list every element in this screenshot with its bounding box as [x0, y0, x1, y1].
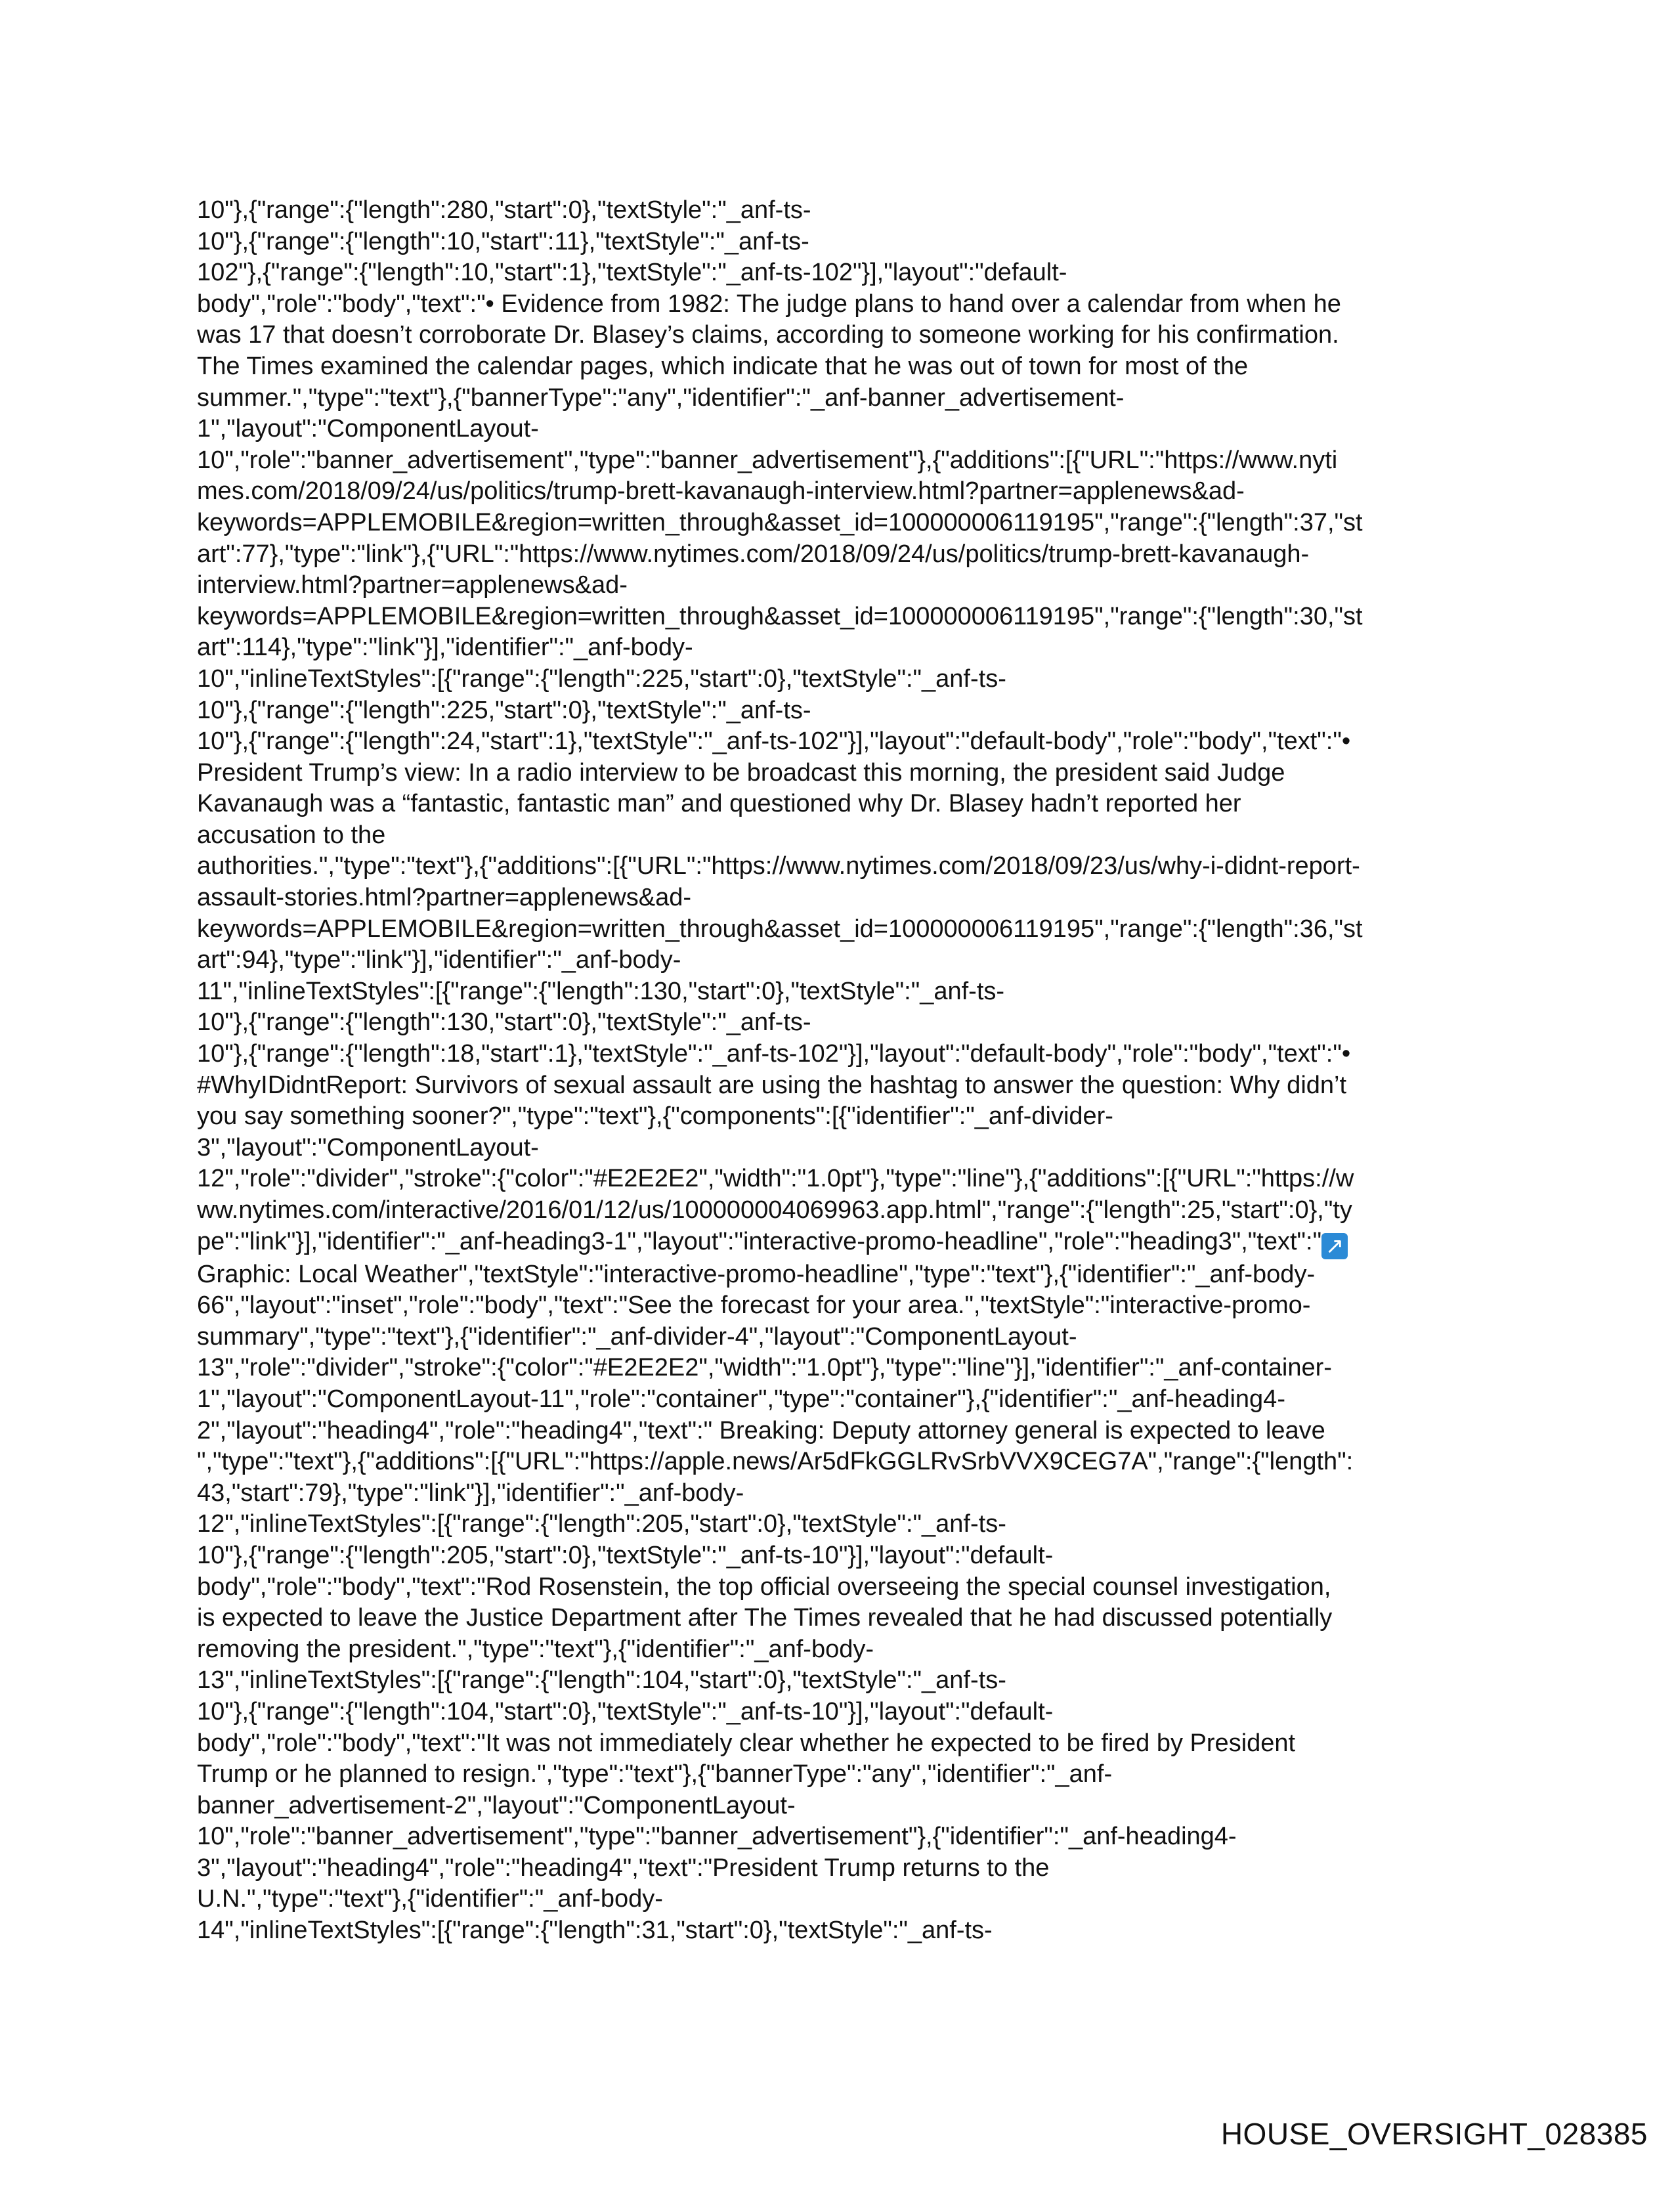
text-line: keywords=APPLEMOBILE&region=written_through&asset_id=100000006119195","range":{"length":37,"st	[197, 508, 1363, 536]
text-line-with-emoji	[197, 1226, 1484, 1259]
text-line: you say something sooner?","type":"text"},{"components":[{"identifier":"_anf-divider-	[197, 1102, 1113, 1131]
text-line: 102"},{"range":{"length":10,"start":1},"textStyle":"_anf-ts-102"}],"layout":"default-	[197, 259, 1067, 287]
text-line: 10","inlineTextStyles":[{"range":{"length":225,"start":0},"textStyle":"_anf-ts-	[197, 664, 1006, 693]
text-line: body","role":"body","text":"• Evidence from 1982: The judge plans to hand over a calendar from when he	[197, 290, 1341, 318]
arrow-up-right-icon: ↗	[1321, 1233, 1348, 1259]
text-line: art":114},"type":"link"}],"identifier":"_anf-body-	[197, 634, 693, 662]
text-line: keywords=APPLEMOBILE&region=written_through&asset_id=100000006119195","range":{"length":30,"st	[197, 602, 1363, 630]
text-line: Trump or he planned to resign.","type":"text"},{"bannerType":"any","identifier":"_anf-	[197, 1760, 1113, 1789]
text-line: summer.","type":"text"},{"bannerType":"any","identifier":"_anf-banner_advertisement-	[197, 383, 1125, 412]
text-line: 10"},{"range":{"length":10,"start":11},"textStyle":"_anf-ts-	[197, 227, 809, 255]
text-line: President Trump’s view: In a radio interview to be broadcast this morning, the president said Judge	[197, 758, 1285, 787]
text-line: 43,"start":79},"type":"link"}],"identifier":"_anf-body-	[197, 1479, 744, 1507]
text-line: 3","layout":"ComponentLayout-	[197, 1133, 539, 1161]
text-line: banner_advertisement-2","layout":"ComponentLayout-	[197, 1791, 796, 1819]
text-line: U.N.","type":"text"},{"identifier":"_anf-body-	[197, 1885, 663, 1913]
text-line: 14","inlineTextStyles":[{"range":{"length":31,"start":0},"textStyle":"_anf-ts-	[197, 1917, 993, 1945]
text-line: 10"},{"range":{"length":18,"start":1},"textStyle":"_anf-ts-102"}],"layout":"default-body","role":"body","text":"•	[197, 1040, 1351, 1068]
text-line: accusation to the	[197, 821, 386, 849]
text-line: 10","role":"banner_advertisement","type":"banner_advertisement"},{"additions":[{"URL":"https://www.nyti	[197, 446, 1338, 474]
text-line: 1","layout":"ComponentLayout-	[197, 415, 539, 443]
text-line: 10"},{"range":{"length":104,"start":0},"textStyle":"_anf-ts-10"}],"layout":"default-	[197, 1697, 1054, 1725]
bates-number: HOUSE_OVERSIGHT_028385	[1220, 2117, 1648, 2151]
text-line: art":77},"type":"link"},{"URL":"https://www.nytimes.com/2018/09/24/us/politics/trump-brett-kavanaugh-	[197, 540, 1310, 568]
text-line: The Times examined the calendar pages, which indicate that he was out of town for most of the	[197, 352, 1249, 380]
text-line: 10"},{"range":{"length":225,"start":0},"textStyle":"_anf-ts-	[197, 696, 811, 724]
text-segment: pe":"link"}],"identifier":"_anf-heading3-1","layout":"interactive-promo-headline","role":"heading3","text":"	[197, 1227, 1322, 1255]
text-line: #WhyIDidntReport: Survivors of sexual assault are using the hashtag to answer the question: Why didn’t	[197, 1071, 1347, 1099]
text-line: 12","role":"divider","stroke":{"color":"#E2E2E2","width":"1.0pt"},"type":"line"},{"additions":[{"URL":"https://w	[197, 1165, 1354, 1193]
text-line: ww.nytimes.com/interactive/2016/01/12/us/100000004069963.app.html","range":{"length":25,"start":0},"ty	[197, 1196, 1352, 1224]
text-line: 10"},{"range":{"length":24,"start":1},"textStyle":"_anf-ts-102"}],"layout":"default-body","role":"body","text":"•	[197, 727, 1351, 756]
text-line: removing the president.","type":"text"},{"identifier":"_anf-body-	[197, 1635, 874, 1663]
text-line: 1","layout":"ComponentLayout-11","role":"container","type":"container"},{"identifier":"_anf-heading4-	[197, 1385, 1285, 1413]
text-line: interview.html?partner=applenews&ad-	[197, 571, 628, 599]
text-line: 13","inlineTextStyles":[{"range":{"length":104,"start":0},"textStyle":"_anf-ts-	[197, 1666, 1006, 1695]
text-line: Kavanaugh was a “fantastic, fantastic man” and questioned why Dr. Blasey hadn’t reported her	[197, 790, 1241, 818]
text-line: 10"},{"range":{"length":205,"start":0},"textStyle":"_anf-ts-10"}],"layout":"default-	[197, 1541, 1054, 1569]
text-line: body","role":"body","text":"It was not immediately clear whether he expected to be fired by President	[197, 1729, 1296, 1757]
text-line: ","type":"text"},{"additions":[{"URL":"https://apple.news/Ar5dFkGGLRvSrbVVX9CEG7A","range":{"length":	[197, 1448, 1354, 1476]
text-line: 10"},{"range":{"length":280,"start":0},"textStyle":"_anf-ts-	[197, 196, 811, 224]
text-line: 11","inlineTextStyles":[{"range":{"length":130,"start":0},"textStyle":"_anf-ts-	[197, 977, 1005, 1005]
text-line: Graphic: Local Weather","textStyle":"interactive-promo-headline","type":"text"},{"identifier":"_anf-body-	[197, 1260, 1316, 1288]
text-line: is expected to leave the Justice Department after The Times revealed that he had discussed potentially	[197, 1604, 1333, 1632]
text-line: 10","role":"banner_advertisement","type":"banner_advertisement"},{"identifier":"_anf-heading4-	[197, 1823, 1237, 1851]
text-line: 10"},{"range":{"length":130,"start":0},"textStyle":"_anf-ts-	[197, 1008, 811, 1037]
text-line: body","role":"body","text":"Rod Rosenstein, the top official overseeing the special counsel investigation,	[197, 1572, 1331, 1601]
document-body	[197, 195, 1484, 1947]
text-line: assault-stories.html?partner=applenews&ad-	[197, 884, 692, 912]
text-line: 12","inlineTextStyles":[{"range":{"length":205,"start":0},"textStyle":"_anf-ts-	[197, 1510, 1006, 1538]
text-line: art":94},"type":"link"}],"identifier":"_anf-body-	[197, 946, 681, 974]
text-line: mes.com/2018/09/24/us/politics/trump-brett-kavanaugh-interview.html?partner=applenews&ad-	[197, 477, 1245, 506]
text-line: was 17 that doesn’t corroborate Dr. Blasey’s claims, according to someone working for his confirmation.	[197, 321, 1339, 349]
text-line: 13","role":"divider","stroke":{"color":"#E2E2E2","width":"1.0pt"},"type":"line"}],"identifier":"_anf-container-	[197, 1354, 1332, 1382]
text-line: keywords=APPLEMOBILE&region=written_through&asset_id=100000006119195","range":{"length":36,"st	[197, 915, 1363, 943]
text-line: 2","layout":"heading4","role":"heading4","text":" Breaking: Deputy attorney general is expected to leave	[197, 1416, 1325, 1444]
text-line: summary","type":"text"},{"identifier":"_anf-divider-4","layout":"ComponentLayout-	[197, 1322, 1077, 1351]
text-line: 3","layout":"heading4","role":"heading4","text":"President Trump returns to the	[197, 1854, 1050, 1882]
text-line: authorities.","type":"text"},{"additions":[{"URL":"https://www.nytimes.com/2018/09/23/us/why-i-didnt-report-	[197, 852, 1360, 880]
text-line: 66","layout":"inset","role":"body","text":"See the forecast for your area.","textStyle":"interactive-promo-	[197, 1291, 1311, 1320]
